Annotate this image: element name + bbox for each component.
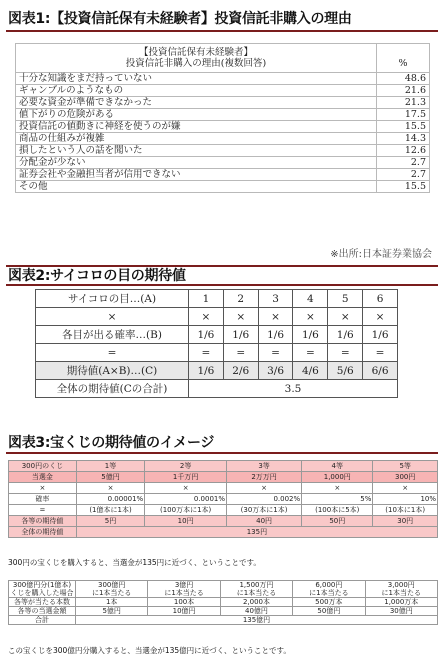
fig1-reason: 分配金が少ない <box>16 157 377 169</box>
fig2-cell: = <box>223 344 258 362</box>
fig1-source: ※出所:日本証券業協会 <box>330 249 432 260</box>
fig3-head-row <box>9 461 438 472</box>
fig2-cell: = <box>258 344 293 362</box>
fig3-bulk-row <box>9 607 438 616</box>
fig1-pct: 2.7 <box>377 157 430 169</box>
fig3-times-row <box>9 483 438 494</box>
fig3-cell: (30万本に1本) <box>227 505 302 516</box>
fig1-row <box>16 133 430 145</box>
fig3-cell: (1億本に1本) <box>76 505 144 516</box>
fig2-row-label: 各目が出る確率…(B) <box>36 326 189 344</box>
fig2-cell: × <box>189 308 224 326</box>
fig1-row <box>16 97 430 109</box>
fig3-bulk-label-line1: 各等の当選金額 <box>17 607 67 615</box>
fig2-cell: 1 <box>189 290 224 308</box>
fig2-cell: × <box>328 308 363 326</box>
fig2-row <box>36 344 398 362</box>
fig3-bulk-cell <box>365 607 437 616</box>
fig3-bulk-cell <box>148 607 220 616</box>
fig2-row <box>36 362 398 380</box>
fig3-ev-row <box>9 516 438 527</box>
fig3-cell: × <box>373 483 438 494</box>
fig3-bulk-table <box>8 580 438 625</box>
fig2-table <box>35 289 398 398</box>
fig2-cell: 4/6 <box>293 362 328 380</box>
fig1-reason: 証券会社や金融担当者が信用できない <box>16 169 377 181</box>
fig1-pct: 15.5 <box>377 181 430 193</box>
fig3-bulk-label-line1: 各等が当たる本数 <box>14 598 70 606</box>
fig3-cell: 300円のくじ <box>9 461 77 472</box>
fig3-cell: 4等 <box>302 461 373 472</box>
fig2-cell: 3/6 <box>258 362 293 380</box>
fig1-pct: 15.5 <box>377 121 430 133</box>
fig1-pct: 17.5 <box>377 109 430 121</box>
fig3-bulk-total-value: 135億円 <box>76 616 438 625</box>
fig2-row-label: = <box>36 344 189 362</box>
fig2-cell: 1/6 <box>293 326 328 344</box>
fig3-total-value: 135円 <box>76 527 437 538</box>
fig2-title: 図表2:サイコロの目の期待値 <box>8 268 186 284</box>
fig1-reason: 商品の仕組みが複雑 <box>16 133 377 145</box>
fig3-bulk-cell-line1: 5億円 <box>102 607 121 615</box>
fig2-cell: 1/6 <box>223 326 258 344</box>
fig3-bulk-label <box>9 581 76 598</box>
fig3-bulk-cell <box>76 581 148 598</box>
fig1-reason: その他 <box>16 181 377 193</box>
fig3-cell: × <box>302 483 373 494</box>
fig2-cell: 1/6 <box>258 326 293 344</box>
fig3-bulk-cell-line1: 1,500万円 <box>239 581 274 589</box>
fig2-cell: 1/6 <box>328 326 363 344</box>
fig2-cell: 1/6 <box>363 326 398 344</box>
fig3-bulk-cell <box>148 598 220 607</box>
fig3-cell: 0.00001% <box>76 494 144 505</box>
fig3-note2: この宝くじを300億円分購入すると、当選金が135億円に近づく、ということです。 <box>8 646 291 655</box>
fig3-cell: 3等 <box>227 461 302 472</box>
fig3-cell: (100万本に1本) <box>145 505 227 516</box>
fig3-bulk-cell <box>76 607 148 616</box>
fig2-cell: 6/6 <box>363 362 398 380</box>
fig3-bulk-cell-line2: に1本当たる <box>91 589 132 597</box>
fig1-row <box>16 109 430 121</box>
fig3-cell: 40円 <box>227 516 302 527</box>
fig3-bulk-row <box>9 598 438 607</box>
fig3-cell: 0.002% <box>227 494 302 505</box>
fig1-header-line1: 【投資信託保有未経験者】 <box>138 47 253 58</box>
fig1-pct: 14.3 <box>377 133 430 145</box>
fig3-bulk-label-line2: くじを購入した場合 <box>10 589 74 597</box>
fig2-cell: 2 <box>223 290 258 308</box>
fig2-cell: = <box>189 344 224 362</box>
fig1-rule <box>6 30 438 32</box>
fig1-header-line2: 投資信託非購入の理由(複数回答) <box>125 58 267 69</box>
fig1-row <box>16 145 430 157</box>
fig2-row <box>36 290 398 308</box>
fig1-reason: 損したという人の話を聞いた <box>16 145 377 157</box>
fig3-bulk-cell-line1: 2,000本 <box>242 598 270 606</box>
fig2-cell: 1/6 <box>189 326 224 344</box>
fig3-cell: 30円 <box>373 516 438 527</box>
fig2-cell: × <box>293 308 328 326</box>
fig1-row <box>16 157 430 169</box>
fig3-cell: = <box>9 505 77 516</box>
fig1-reason: 投資信託の値動きに神経を使うのが嫌 <box>16 121 377 133</box>
fig3-bulk-cell <box>365 598 437 607</box>
fig3-lottery-table <box>8 460 438 538</box>
fig2-row <box>36 326 398 344</box>
fig1-title: 図表1:【投資信託保有未経験者】投資信託非購入の理由 <box>8 11 352 27</box>
fig3-cell: × <box>145 483 227 494</box>
fig1-table <box>15 43 430 193</box>
fig1-pct: 21.6 <box>377 85 430 97</box>
fig3-bulk-cell-line1: 40億円 <box>245 607 268 615</box>
fig3-cell: 2等 <box>145 461 227 472</box>
fig2-cell: 2/6 <box>223 362 258 380</box>
fig1-row <box>16 85 430 97</box>
fig3-bulk-cell-line1: 50億円 <box>317 607 341 615</box>
fig3-bulk-cell <box>220 607 292 616</box>
fig3-cell: 5% <box>302 494 373 505</box>
fig2-cell: × <box>363 308 398 326</box>
fig1-reason: ギャンブルのようなもの <box>16 85 377 97</box>
fig3-rule <box>6 452 438 454</box>
fig3-bulk-cell <box>365 581 437 598</box>
fig3-prob-row <box>9 494 438 505</box>
fig3-cell: × <box>227 483 302 494</box>
fig2-total-label: 全体の期待値(Cの合計) <box>36 380 189 398</box>
fig3-bulk-cell-line1: 1本 <box>105 598 118 606</box>
fig3-cell: 1等 <box>76 461 144 472</box>
fig2-rule <box>6 284 438 286</box>
fig3-bulk-label <box>9 607 76 616</box>
fig3-cell: 2万万円 <box>227 472 302 483</box>
fig3-bulk-cell <box>76 598 148 607</box>
fig2-row-label: × <box>36 308 189 326</box>
fig1-pct: 12.6 <box>377 145 430 157</box>
fig3-prob-sub-row <box>9 505 438 516</box>
fig2-cell: 6 <box>363 290 398 308</box>
fig2-cell: 4 <box>293 290 328 308</box>
fig2-cell: 5/6 <box>328 362 363 380</box>
fig1-row <box>16 181 430 193</box>
fig1-row <box>16 169 430 181</box>
fig3-bulk-cell <box>293 607 365 616</box>
fig3-cell: 各等の期待値 <box>9 516 77 527</box>
fig2-row-label: 期待値(A×B)…(C) <box>36 362 189 380</box>
fig3-cell: 5等 <box>373 461 438 472</box>
fig3-bulk-cell <box>293 598 365 607</box>
fig3-cell: 300円 <box>373 472 438 483</box>
fig3-prize-row <box>9 472 438 483</box>
fig3-cell: × <box>9 483 77 494</box>
fig3-bulk-cell-line2: に1本当たる <box>381 589 422 597</box>
fig2-cell: 5 <box>328 290 363 308</box>
fig3-note1: 300円の宝くじを購入すると、当選金が135円に近づく、ということです。 <box>8 558 261 567</box>
fig2-cell: × <box>258 308 293 326</box>
fig1-pct: 2.7 <box>377 169 430 181</box>
fig3-bulk-cell <box>293 581 365 598</box>
fig1-row <box>16 73 430 85</box>
fig3-cell: 1千万円 <box>145 472 227 483</box>
fig3-title: 図表3:宝くじの期待値のイメージ <box>8 435 215 451</box>
fig3-cell: 50円 <box>302 516 373 527</box>
fig1-reason: 必要な資金が準備できなかった <box>16 97 377 109</box>
fig1-reason: 十分な知識をまだ持っていない <box>16 73 377 85</box>
fig2-cell: = <box>363 344 398 362</box>
fig3-total-label: 全体の期待値 <box>9 527 77 538</box>
fig3-bulk-cell <box>220 581 292 598</box>
fig3-bulk-cell-line1: 6,000円 <box>315 581 343 589</box>
fig3-bulk-cell-line2: に1本当たる <box>164 589 204 597</box>
fig3-bulk-cell-line1: 100本 <box>173 598 195 606</box>
fig1-pct: 48.6 <box>377 73 430 85</box>
fig2-total-value: 3.5 <box>189 380 398 398</box>
fig3-cell: (10本に1本) <box>373 505 438 516</box>
fig1-row <box>16 121 430 133</box>
fig2-cell: 1/6 <box>189 362 224 380</box>
fig3-bulk-cell-line1: 500万本 <box>315 598 343 606</box>
fig3-bulk-cell-line1: 10億円 <box>172 607 196 615</box>
fig3-bulk-label-line1: 300億円分(1億本) <box>12 581 72 589</box>
fig2-cell: = <box>328 344 363 362</box>
fig3-cell: 10円 <box>145 516 227 527</box>
fig1-pct: 21.3 <box>377 97 430 109</box>
fig3-cell: 0.0001% <box>145 494 227 505</box>
fig3-cell: × <box>76 483 144 494</box>
fig2-cell: × <box>223 308 258 326</box>
fig3-cell: 確率 <box>9 494 77 505</box>
fig3-cell: 5億円 <box>76 472 144 483</box>
fig3-bulk-cell-line2: に1本当たる <box>236 589 277 597</box>
fig3-bulk-row <box>9 581 438 598</box>
fig2-row-label: サイコロの目…(A) <box>36 290 189 308</box>
fig3-bulk-cell-line1: 30億円 <box>389 607 413 615</box>
fig3-bulk-cell <box>148 581 220 598</box>
fig1-reason: 値下がりの危険がある <box>16 109 377 121</box>
fig3-bulk-cell-line1: 300億円 <box>98 581 126 589</box>
fig3-cell: 当選金 <box>9 472 77 483</box>
fig3-bulk-cell-line1: 3億円 <box>174 581 194 589</box>
fig3-bulk-cell-line2: に1本当たる <box>309 589 349 597</box>
fig1-pct-header: % <box>377 44 430 73</box>
fig3-cell: 1,000円 <box>302 472 373 483</box>
fig3-bulk-cell-line1: 1,000万本 <box>384 598 419 606</box>
fig3-bulk-cell <box>220 598 292 607</box>
fig2-row <box>36 308 398 326</box>
fig2-cell: = <box>293 344 328 362</box>
fig3-bulk-total-label: 合計 <box>9 616 76 625</box>
fig3-bulk-cell-line1: 3,000円 <box>387 581 415 589</box>
fig3-bulk-label <box>9 598 76 607</box>
fig3-cell: 5円 <box>76 516 144 527</box>
fig1-header <box>16 44 377 73</box>
fig3-cell: 10% <box>373 494 438 505</box>
fig2-cell: 3 <box>258 290 293 308</box>
fig3-cell: (100本に5本) <box>302 505 373 516</box>
